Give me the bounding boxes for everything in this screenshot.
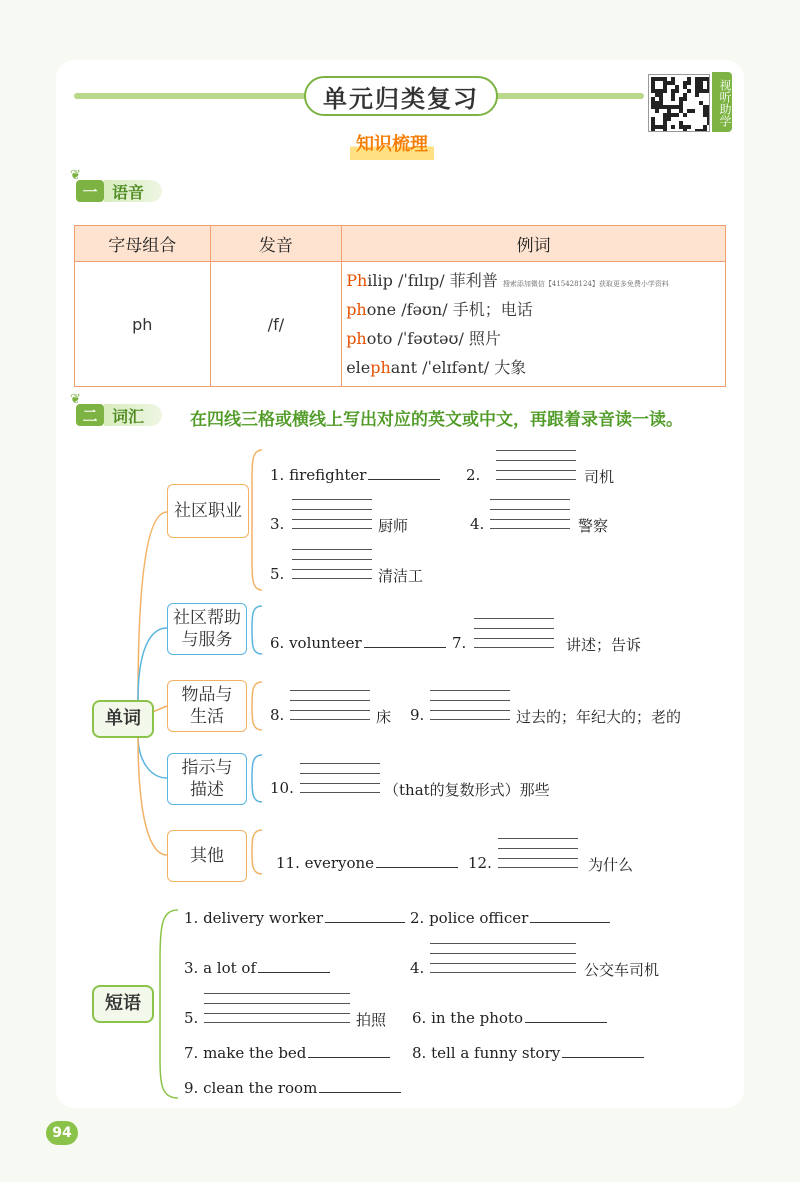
answer-blank[interactable] <box>308 1057 390 1058</box>
four-line-grid[interactable] <box>290 690 370 720</box>
phrase-item: 8. tell a funny story <box>412 1044 644 1062</box>
section-number: 二 <box>76 404 104 426</box>
section-subtitle: 知识梳理 <box>350 130 434 160</box>
leaf-icon: ❦ <box>70 392 81 407</box>
example-word: photo /ˈfəʊtəʊ/ 照片 <box>346 329 501 348</box>
four-line-grid[interactable] <box>496 450 576 480</box>
vocab-item: 8. <box>270 706 285 724</box>
connector-line <box>138 736 167 778</box>
answer-blank[interactable] <box>258 972 330 973</box>
table-header-cell: 字母组合 <box>75 226 211 262</box>
vocab-meaning: 过去的；年纪大的；老的 <box>516 708 682 726</box>
category-line: 与服务 <box>181 630 233 650</box>
leaf-icon: ❦ <box>70 168 81 183</box>
vocab-item: 2. <box>466 466 481 484</box>
category-line: 生活 <box>190 707 224 727</box>
category-line: 描述 <box>190 780 224 800</box>
phrase-item: 1. delivery worker <box>184 909 405 927</box>
section-label: 语音 <box>104 180 162 202</box>
connector-line <box>138 512 167 700</box>
phrase-item: 7. make the bed <box>184 1044 390 1062</box>
vocab-item: 1. firefighter <box>270 466 440 484</box>
sound-cell: /f/ <box>210 262 342 387</box>
category-node-objects <box>167 680 247 732</box>
connector-line <box>138 736 167 855</box>
bracket <box>160 910 178 1098</box>
four-line-grid[interactable] <box>430 943 576 973</box>
vocab-item: 6. volunteer <box>270 634 446 652</box>
vocab-meaning: 为什么 <box>588 856 634 874</box>
four-line-grid[interactable] <box>430 690 510 720</box>
phrase-item: 9. clean the room <box>184 1079 401 1097</box>
vocab-meaning: 清洁工 <box>378 567 424 585</box>
example-word: elephant /ˈelɪfənt/ 大象 <box>346 358 527 377</box>
example-word: phone /fəʊn/ 手机；电话 <box>346 300 533 319</box>
bracket <box>252 682 262 730</box>
qr-tab-label: 视听助学 <box>712 72 732 132</box>
four-line-grid[interactable] <box>300 763 380 793</box>
vocab-meaning: 司机 <box>584 468 615 486</box>
vocab-item: 9. <box>410 706 425 724</box>
section-label: 词汇 <box>104 404 162 426</box>
vocab-item: 5. <box>270 565 285 583</box>
page-title: 单元归类复习 <box>304 76 498 116</box>
table-header-cell: 例词 <box>342 226 726 262</box>
category-node-directions <box>167 753 247 805</box>
category-node-jobs: 社区职业 <box>167 484 249 538</box>
phrase-item: 6. in the photo <box>412 1009 607 1027</box>
vocab-item: 4. <box>470 515 485 533</box>
phrase-item: 2. police officer <box>410 909 610 927</box>
phrase-item: 4. <box>410 959 425 977</box>
section-number: 一 <box>76 180 104 202</box>
bracket <box>252 606 262 654</box>
four-line-grid[interactable] <box>292 549 372 579</box>
watermark-text: 搜索添加微信【415428124】获取更多免费小学资料 <box>502 280 669 288</box>
answer-blank[interactable] <box>530 922 610 923</box>
vocab-item: 11. everyone <box>276 854 458 872</box>
answer-blank[interactable] <box>319 1092 401 1093</box>
bracket <box>252 755 262 802</box>
instruction-text: 在四线三格或横线上写出对应的英文或中文，再跟着录音读一读。 <box>190 410 683 430</box>
category-line: 指示与 <box>181 758 233 778</box>
vocab-meaning: 床 <box>376 708 392 726</box>
four-line-grid[interactable] <box>474 618 554 648</box>
answer-blank[interactable] <box>368 479 440 480</box>
connector-line <box>138 628 167 700</box>
phrases-root-node: 短语 <box>92 985 154 1023</box>
four-line-grid[interactable] <box>204 993 350 1023</box>
vocab-item: 3. <box>270 515 285 533</box>
vocab-item: 12. <box>468 854 492 872</box>
vocab-meaning: 讲述；告诉 <box>566 636 642 654</box>
category-node-others: 其他 <box>167 830 247 882</box>
phrase-item: 5. <box>184 1009 199 1027</box>
phrase-meaning: 拍照 <box>356 1011 387 1029</box>
answer-blank[interactable] <box>562 1057 644 1058</box>
vocab-meaning: 厨师 <box>378 517 409 535</box>
vocab-meaning: （that的复数形式）那些 <box>384 781 550 799</box>
answer-blank[interactable] <box>525 1022 607 1023</box>
phrase-meaning: 公交车司机 <box>584 961 660 979</box>
vocab-root-node: 单词 <box>92 700 154 738</box>
table-header-cell: 发音 <box>210 226 342 262</box>
phrase-item: 3. a lot of <box>184 959 330 977</box>
vocab-meaning: 警察 <box>578 517 609 535</box>
four-line-grid[interactable] <box>292 499 372 529</box>
answer-blank[interactable] <box>325 922 405 923</box>
bracket <box>252 450 262 590</box>
answer-blank[interactable] <box>376 867 458 868</box>
four-line-grid[interactable] <box>490 499 570 529</box>
category-line: 社区帮助 <box>173 608 241 628</box>
vocab-item: 7. <box>452 634 467 652</box>
page-number: 94 <box>46 1121 78 1145</box>
letter-combo-cell: ph <box>75 262 211 387</box>
category-node-services <box>167 603 247 655</box>
answer-blank[interactable] <box>364 647 446 648</box>
example-word: Philip /ˈfɪlɪp/ 菲利普 搜索添加微信【415428124】获取更多免费小学资料 <box>346 271 669 290</box>
category-line: 物品与 <box>181 685 233 705</box>
four-line-grid[interactable] <box>498 838 578 868</box>
bracket <box>252 830 262 874</box>
vocab-item: 10. <box>270 779 294 797</box>
